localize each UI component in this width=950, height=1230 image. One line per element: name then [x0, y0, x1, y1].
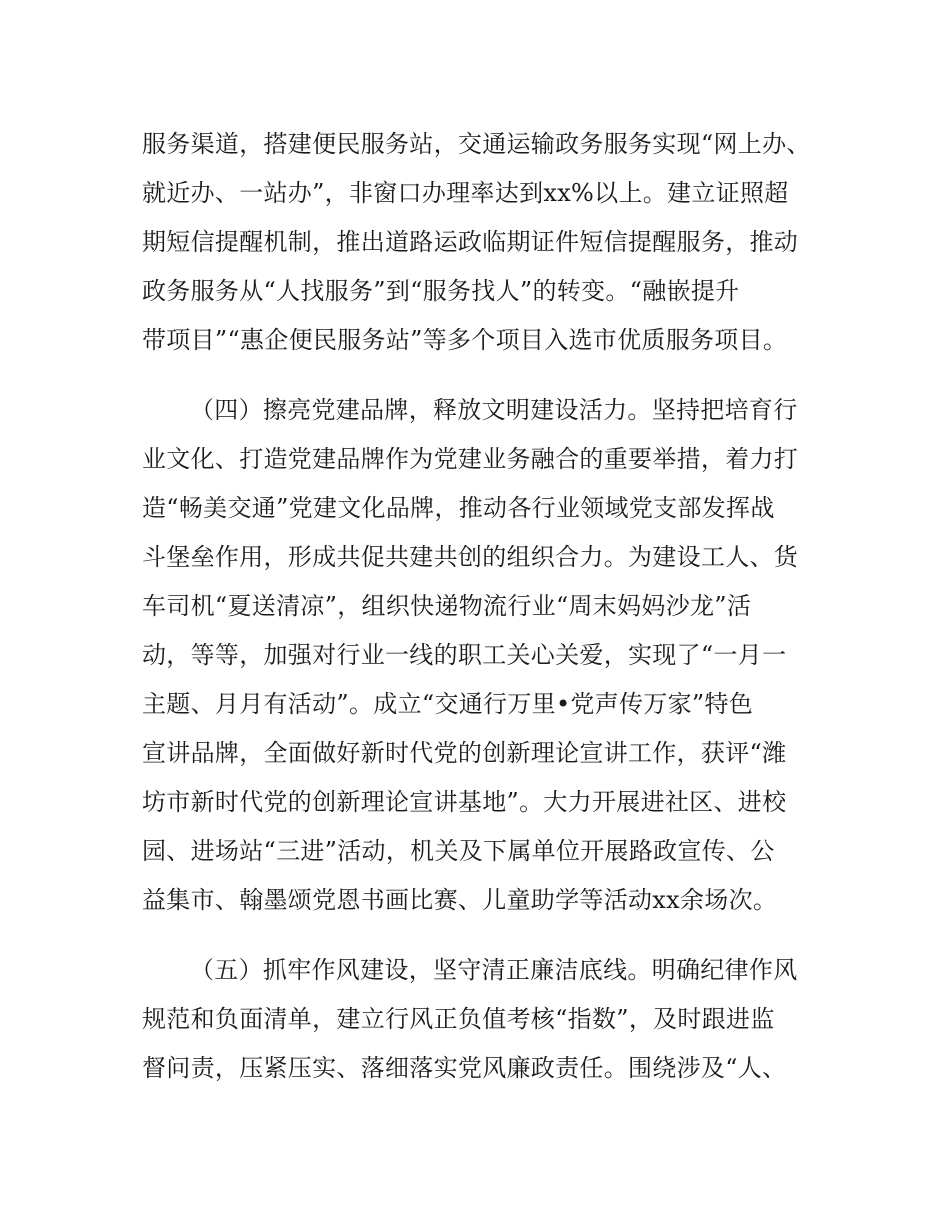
- text-line: （五）抓牢作风建设，坚守清正廉洁底线。明确纪律作风: [190, 956, 798, 984]
- text-line: 造“畅美交通”党建文化品牌，推动各行业领域党支部发挥战: [142, 494, 775, 522]
- text-line: 动，等等，加强对行业一线的职工关心关爱，实现了“一月一: [142, 641, 787, 669]
- text-line: 督问责，压紧压实、落细落实党风廉政责任。围绕涉及“人、: [142, 1054, 787, 1082]
- text-line: 坊市新时代党的创新理论宣讲基地”。大力开展进社区、进校: [142, 788, 787, 816]
- text-line: 就近办、一站办”，非窗口办理率达到xx%以上。建立证照超: [142, 179, 789, 207]
- text-line: 政务服务从“人找服务”到“服务找人”的转变。“融嵌提升: [142, 277, 740, 305]
- text-line: 宣讲品牌，全面做好新时代党的创新理论宣讲工作，获评“潍: [142, 739, 787, 767]
- text-line: 益集市、翰墨颂党恩书画比赛、儿童助学等活动xx余场次。: [142, 886, 778, 914]
- text-line: 服务渠道，搭建便民服务站，交通运输政务服务实现“网上办、: [142, 130, 811, 158]
- text-line: 主题、月月有活动”。成立“交通行万里•党声传万家”特色: [142, 690, 754, 718]
- text-line: 车司机“夏送清凉”，组织快递物流行业“周末妈妈沙龙”活: [142, 592, 752, 620]
- text-line: 规范和负面清单，建立行风正负值考核“指数”，及时跟进监: [142, 1005, 775, 1033]
- text-line: 园、进场站“三进”活动，机关及下属单位开展路政宣传、公: [142, 837, 775, 865]
- text-line: 斗堡垒作用，形成共促共建共创的组织合力。为建设工人、货: [142, 543, 799, 571]
- text-line: （四）擦亮党建品牌，释放文明建设活力。坚持把培育行: [190, 396, 798, 424]
- text-line: 业文化、打造党建品牌作为党建业务融合的重要举措，着力打: [142, 445, 799, 473]
- text-line: 带项目”“惠企便民服务站”等多个项目入选市优质服务项目。: [142, 326, 788, 354]
- text-line: 期短信提醒机制，推出道路运政临期证件短信提醒服务，推动: [142, 228, 799, 256]
